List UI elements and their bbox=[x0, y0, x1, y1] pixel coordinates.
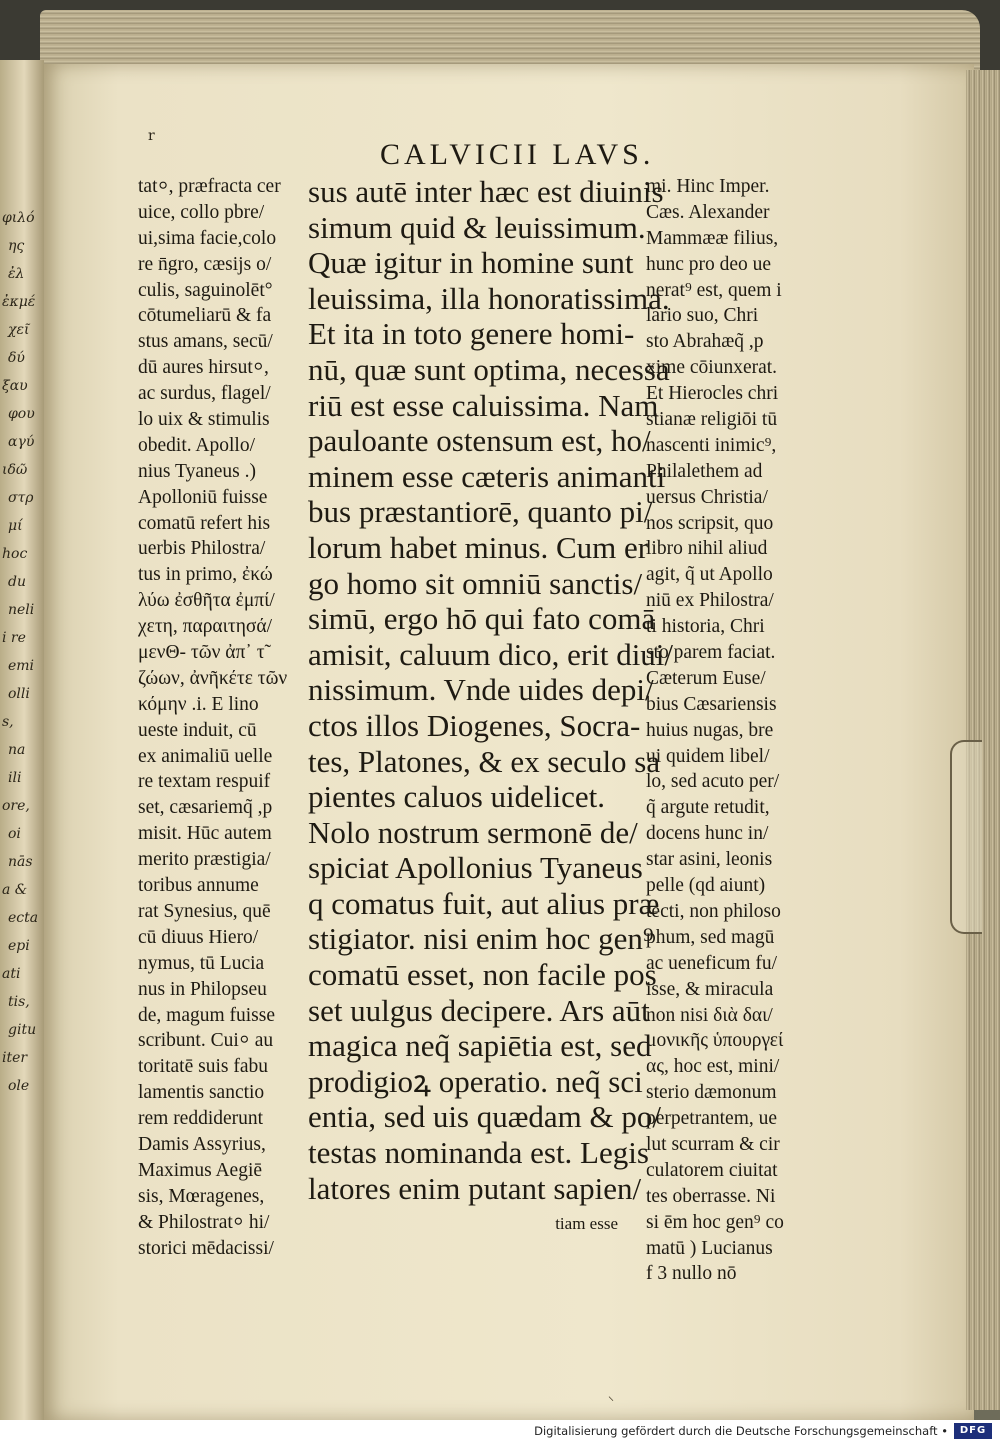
text-line: spiciat Apollonius Tyaneus bbox=[308, 850, 643, 886]
facing-page-fragment: ἐλ bbox=[8, 266, 25, 282]
text-line: tecti, non philoso bbox=[646, 900, 781, 922]
text-line: nissimum. Vnde uides depi/ bbox=[308, 672, 654, 708]
text-line: go homo sit omniū sanctis/ bbox=[308, 565, 643, 601]
text-line: ui,sima facie,colo bbox=[138, 227, 277, 249]
facing-page-fragment: αγύ bbox=[8, 434, 35, 450]
facing-page-fragment: ιδῶ bbox=[2, 462, 28, 478]
text-line: leuissima, illa honoratissima. bbox=[308, 280, 670, 316]
text-line: matū ) Lucianus bbox=[646, 1237, 773, 1259]
text-line: set, cæsariemq̃ ,p bbox=[138, 797, 273, 819]
text-line: merito præstigia/ bbox=[138, 849, 271, 871]
text-line: bius Cæsariensis bbox=[646, 693, 777, 715]
text-line: agit, q̃ ut Apollo bbox=[646, 564, 773, 586]
left-text-column bbox=[138, 174, 298, 1261]
text-line: Damis Assyrius, bbox=[138, 1133, 266, 1155]
text-line: ex animaliū uelle bbox=[138, 745, 273, 767]
text-line: sto parem faciat. bbox=[646, 642, 776, 664]
text-line: perpetrantem, ue bbox=[646, 1108, 778, 1130]
text-line: tes oberrasse. Ni bbox=[646, 1185, 776, 1207]
main-text-column bbox=[308, 174, 674, 1242]
text-line: de, magum fuisse bbox=[138, 1004, 276, 1026]
text-line: simum quid & leuissimum. bbox=[308, 209, 646, 245]
text-line: star asini, leonis bbox=[646, 849, 773, 871]
text-line: docens hunc in/ bbox=[646, 823, 769, 845]
text-line: Et ita in toto genere homi- bbox=[308, 316, 635, 352]
text-line: ac ueneficum fu/ bbox=[646, 952, 778, 974]
text-line: Mammææ filius, bbox=[646, 227, 779, 249]
facing-page-fragment: στρ bbox=[8, 490, 34, 506]
text-line: stianæ religiōi tū bbox=[646, 409, 778, 431]
facing-page-fragment: ης bbox=[8, 238, 25, 254]
text-line: comatū refert his bbox=[138, 512, 271, 534]
text-line: ti historia, Chri bbox=[646, 616, 765, 638]
text-line: toribus annume bbox=[138, 875, 259, 897]
text-line: rat Synesius, quē bbox=[138, 900, 271, 922]
text-line: Philalethem ad bbox=[646, 460, 763, 482]
text-line: prodigioꝝ operatio. neq̃ sci bbox=[308, 1063, 643, 1099]
text-line: uerbis Philostra/ bbox=[138, 538, 266, 560]
text-line: dū aures hirsut⸰, bbox=[138, 357, 269, 379]
facing-page-fragment: ξαυ bbox=[2, 378, 28, 394]
facing-page-fragment: na bbox=[8, 742, 26, 758]
facing-page-fragment: ole bbox=[8, 1078, 30, 1094]
text-line: Cæs. Alexander bbox=[646, 201, 770, 223]
right-text-column bbox=[646, 174, 802, 1287]
facing-page-fragment: ati bbox=[2, 966, 21, 982]
text-line: lo uix & stimulis bbox=[138, 409, 270, 431]
text-line: Nolo nostrum sermonē de/ bbox=[308, 814, 638, 850]
text-line: non nisi διὰ δαι/ bbox=[646, 1004, 773, 1026]
text-line: magica neq̃ sapiētia est, sed bbox=[308, 1028, 652, 1064]
text-line: tes, Platones, & ex seculo sa bbox=[308, 743, 661, 779]
text-line: storici mēdacissi/ bbox=[138, 1237, 274, 1259]
text-line: sterio dæmonum bbox=[646, 1082, 777, 1104]
text-line: rem reddiderunt bbox=[138, 1108, 264, 1130]
facing-page-fragment: μί bbox=[8, 518, 23, 534]
text-line: Maximus Aegiē bbox=[138, 1159, 263, 1181]
text-line: scribunt. Cui⸰ au bbox=[138, 1030, 274, 1052]
text-line: nos scripsit, quo bbox=[646, 512, 774, 534]
text-line: sus autē inter hæc est diuinis bbox=[308, 174, 664, 209]
facing-page-fragment: neli bbox=[8, 602, 35, 618]
facing-page-fragment: gitu bbox=[8, 1022, 37, 1038]
text-line: ctos illos Diogenes, Socra- bbox=[308, 707, 641, 743]
text-line: pientes caluos uidelicet. bbox=[308, 779, 605, 815]
text-line: amisit, caluum dico, erit diui/ bbox=[308, 636, 674, 672]
facing-page-fragment: tis, bbox=[8, 994, 30, 1010]
text-line: ας, hoc est, mini/ bbox=[646, 1056, 780, 1078]
text-line: pauloante ostensum est, ho/ bbox=[308, 423, 651, 459]
text-line: q̃ argute retudit, bbox=[646, 797, 770, 819]
text-line: mi. Hinc Imper. bbox=[646, 176, 770, 197]
text-line: lo, sed acuto per/ bbox=[646, 771, 780, 793]
text-line: ueste induit, cū bbox=[138, 719, 257, 741]
left-page-sliver bbox=[0, 60, 44, 1420]
text-line: cōtumeliarū & fa bbox=[138, 305, 272, 327]
text-line: sto Abrahæq̃ ,p bbox=[646, 331, 764, 353]
text-line: culatorem ciuitat bbox=[646, 1159, 778, 1181]
text-line: κόμην .i. E lino bbox=[138, 693, 259, 715]
text-line: comatū esset, non facile pos bbox=[308, 957, 657, 993]
corner-mark: r bbox=[148, 128, 155, 144]
text-line: lario suo, Chri bbox=[646, 305, 759, 327]
text-line: Cæterum Euse/ bbox=[646, 667, 766, 689]
text-line: tus in primo, ἐκώ bbox=[138, 564, 273, 586]
text-line: libro nihil aliud bbox=[646, 538, 768, 560]
text-line: lamentis sanctio bbox=[138, 1082, 265, 1104]
text-line: lorum habet minus. Cum er bbox=[308, 529, 649, 565]
text-line: Apolloniū fuisse bbox=[138, 486, 268, 508]
text-line: re textam respuif bbox=[138, 771, 271, 793]
text-line: latores enim putant sapien/ bbox=[308, 1170, 642, 1206]
text-line: nius Tyaneus .) bbox=[138, 460, 256, 482]
digitization-credit: Digitalisierung gefördert durch die Deutsche Forschungsgemeinschaft • bbox=[534, 1424, 948, 1438]
facing-page-fragment: du bbox=[8, 574, 26, 590]
text-line: sis, Mœragenes, bbox=[138, 1185, 265, 1207]
text-line: toritatē suis fabu bbox=[138, 1056, 268, 1078]
text-line: si ēm hoc gen⁹ co bbox=[646, 1211, 784, 1233]
text-line: hunc pro deo ue bbox=[646, 253, 772, 275]
signature-mark: f 3 nullo nō bbox=[646, 1263, 737, 1285]
text-line: μονικῆς ὑπουργεί bbox=[646, 1030, 784, 1052]
text-line: set uulgus decipere. Ars aūt bbox=[308, 992, 650, 1028]
facing-page-fragment: epi bbox=[8, 938, 30, 954]
facing-page-fragment: iter bbox=[2, 1050, 28, 1066]
text-line: stigiator. nisi enim hoc gen⁹ bbox=[308, 921, 654, 957]
text-line: ac surdus, flagel/ bbox=[138, 383, 271, 405]
facing-page-fragment: olli bbox=[8, 686, 30, 702]
facing-page-fragment: ore, bbox=[2, 798, 30, 814]
facing-page-fragment: δύ bbox=[8, 350, 25, 366]
facing-page-fragment: ili bbox=[8, 770, 22, 786]
text-line: nascenti inimic⁹, bbox=[646, 434, 777, 456]
text-line: cū diuus Hiero/ bbox=[138, 926, 259, 948]
text-line: riū est esse caluissima. Nam bbox=[308, 387, 659, 423]
text-line: entia, sed uis quædam & po/ bbox=[308, 1099, 662, 1135]
text-line: ui quidem libel/ bbox=[646, 745, 770, 767]
facing-page-fragment: nās bbox=[8, 854, 33, 870]
text-line: q comatus fuit, aut alius præ bbox=[308, 885, 660, 921]
text-line: ζώων, ἀνῆκέτε τῶν bbox=[138, 667, 288, 689]
text-line: uice, collo pbre/ bbox=[138, 201, 265, 223]
text-line: bus præstantiorē, quanto pi/ bbox=[308, 494, 653, 530]
page-clip bbox=[950, 740, 982, 934]
text-line: pelle (qd aiunt) bbox=[646, 875, 766, 897]
text-line: χετη, παραιτησά/ bbox=[138, 616, 273, 638]
text-line: tat⸰, præfracta cer bbox=[138, 176, 281, 197]
facing-page-fragment: a & bbox=[2, 882, 28, 898]
text-line: nymus, tū Lucia bbox=[138, 952, 265, 974]
text-line: Et Hierocles chri bbox=[646, 383, 779, 405]
text-line: isse, & miracula bbox=[646, 978, 774, 1000]
facing-page-fragment: hoc bbox=[2, 546, 28, 562]
text-line: phum, sed magū bbox=[646, 926, 775, 948]
text-line: misit. Hūc autem bbox=[138, 823, 272, 845]
text-line: lut scurram & cir bbox=[646, 1133, 780, 1155]
facing-page-fragment: χεῖ bbox=[8, 322, 30, 338]
facing-page-fragment: emi bbox=[8, 658, 35, 674]
facing-page-fragment: oi bbox=[8, 826, 21, 842]
text-line: nus in Philopseu bbox=[138, 978, 267, 1000]
facing-page-fragment: ἐκμέ bbox=[2, 294, 36, 310]
facing-page-fragment: φου bbox=[8, 406, 35, 422]
text-line: Quæ igitur in homine sunt bbox=[308, 245, 634, 281]
text-line: culis, saguinolēt° bbox=[138, 279, 273, 301]
facing-page-fragment: s, bbox=[2, 714, 14, 730]
text-line: minem esse cæteris animanti bbox=[308, 458, 666, 494]
text-line: simū, ergo hō qui fato comā bbox=[308, 601, 656, 637]
text-line: λύω ἐσθῆτα ἐμπί/ bbox=[138, 590, 275, 612]
text-line: huius nugas, bre bbox=[646, 719, 774, 741]
text-line: stus amans, secū/ bbox=[138, 331, 273, 353]
text-line: obedit. Apollo/ bbox=[138, 434, 255, 456]
running-head: CALVICII LAVS. bbox=[380, 138, 655, 171]
catchword: tiam esse bbox=[555, 1214, 618, 1234]
text-line: nerat⁹ est, quem i bbox=[646, 279, 782, 301]
dfg-logo: DFG bbox=[954, 1423, 992, 1439]
facing-page-fragment: ecta bbox=[8, 910, 39, 926]
text-line: uersus Christia/ bbox=[646, 486, 768, 508]
facing-page-fragment: i re bbox=[2, 630, 26, 646]
text-line: re n̄gro, cæsijs o/ bbox=[138, 253, 272, 275]
bottom-mark: ⸌ bbox=[608, 1394, 615, 1408]
facing-page-fragment: φιλό bbox=[2, 210, 35, 226]
text-line: & Philostrat⸰ hi/ bbox=[138, 1211, 270, 1233]
text-line: xime cōiunxerat. bbox=[646, 357, 778, 379]
text-line: μενΘ- τῶν ἀπ᾽ τ̃ bbox=[138, 642, 265, 664]
text-line: testas nominanda est. Legis bbox=[308, 1135, 649, 1171]
text-line: nū, quæ sunt optima, necessa bbox=[308, 351, 670, 387]
text-line: niū ex Philostra/ bbox=[646, 590, 774, 612]
